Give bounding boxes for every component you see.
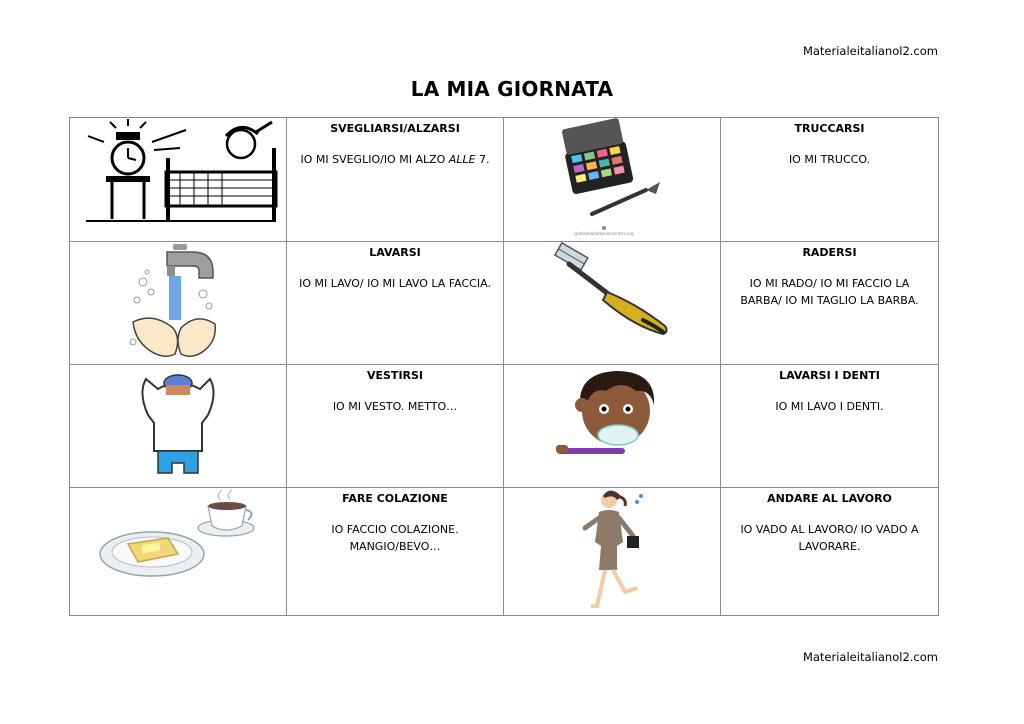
activity-card xyxy=(287,488,504,616)
page-title: LA MIA GIORNATA xyxy=(410,77,614,101)
dressing-child-icon xyxy=(128,365,228,483)
alarm-clock-bed-icon xyxy=(76,118,281,226)
image-cell xyxy=(504,242,721,365)
site-name-header: Materialeitalianol2.com xyxy=(802,44,938,58)
makeup-palette-icon xyxy=(552,118,672,236)
verb-label: RADERSI xyxy=(802,246,857,259)
image-cell xyxy=(70,365,287,488)
activity-description: IO MI TRUCCO. xyxy=(788,153,871,166)
brushing-teeth-icon xyxy=(552,365,672,465)
verb-label: SVEGLIARSI/ALZARSI xyxy=(330,122,460,135)
activity-card xyxy=(287,118,504,242)
razor-icon xyxy=(547,242,677,342)
verb-label: LAVARSI xyxy=(369,246,421,259)
verb-label: VESTIRSI xyxy=(366,369,424,382)
washing-hands-icon xyxy=(123,242,233,362)
activity-card xyxy=(721,365,939,488)
image-cell xyxy=(70,118,287,242)
site-name-footer: Materialeitalianol2.com xyxy=(802,650,938,664)
activity-card xyxy=(721,242,939,365)
activity-card xyxy=(287,242,504,365)
activity-description: IO MI LAVO I DENTI. xyxy=(775,400,884,413)
woman-running-icon xyxy=(567,488,657,614)
activity-description: IO MI RADO/ IO MI FACCIO LA BARBA/ IO MI TAGLIO LA BARBA. xyxy=(740,277,919,307)
palette-credit: gratisdelafotosvencoratrs.org xyxy=(574,231,634,236)
image-cell xyxy=(504,118,721,242)
activity-description: IO MI LAVO/ IO MI LAVO LA FACCIA. xyxy=(299,277,491,290)
verb-label: FARE COLAZIONE xyxy=(342,492,448,505)
verb-label: TRUCCARSI xyxy=(794,122,865,135)
activity-description: IO VADO AL LAVORO/ IO VADO A LAVORARE. xyxy=(740,523,919,553)
activity-card xyxy=(287,365,504,488)
verb-label: LAVARSI I DENTI xyxy=(779,369,880,382)
activity-description: IO MI SVEGLIO/IO MI ALZO ALLE 7. xyxy=(300,153,490,166)
verb-label: ANDARE AL LAVORO xyxy=(767,492,892,505)
activity-card xyxy=(721,118,939,242)
breakfast-icon xyxy=(98,488,258,584)
image-cell xyxy=(504,365,721,488)
image-cell xyxy=(70,242,287,365)
image-cell xyxy=(70,488,287,616)
activity-description: IO MI VESTO. METTO… xyxy=(332,400,458,413)
activity-description: IO FACCIO COLAZIONE. MANGIO/BEVO… xyxy=(331,523,459,553)
activity-grid xyxy=(69,117,939,616)
image-cell xyxy=(504,488,721,616)
activity-card xyxy=(721,488,939,616)
